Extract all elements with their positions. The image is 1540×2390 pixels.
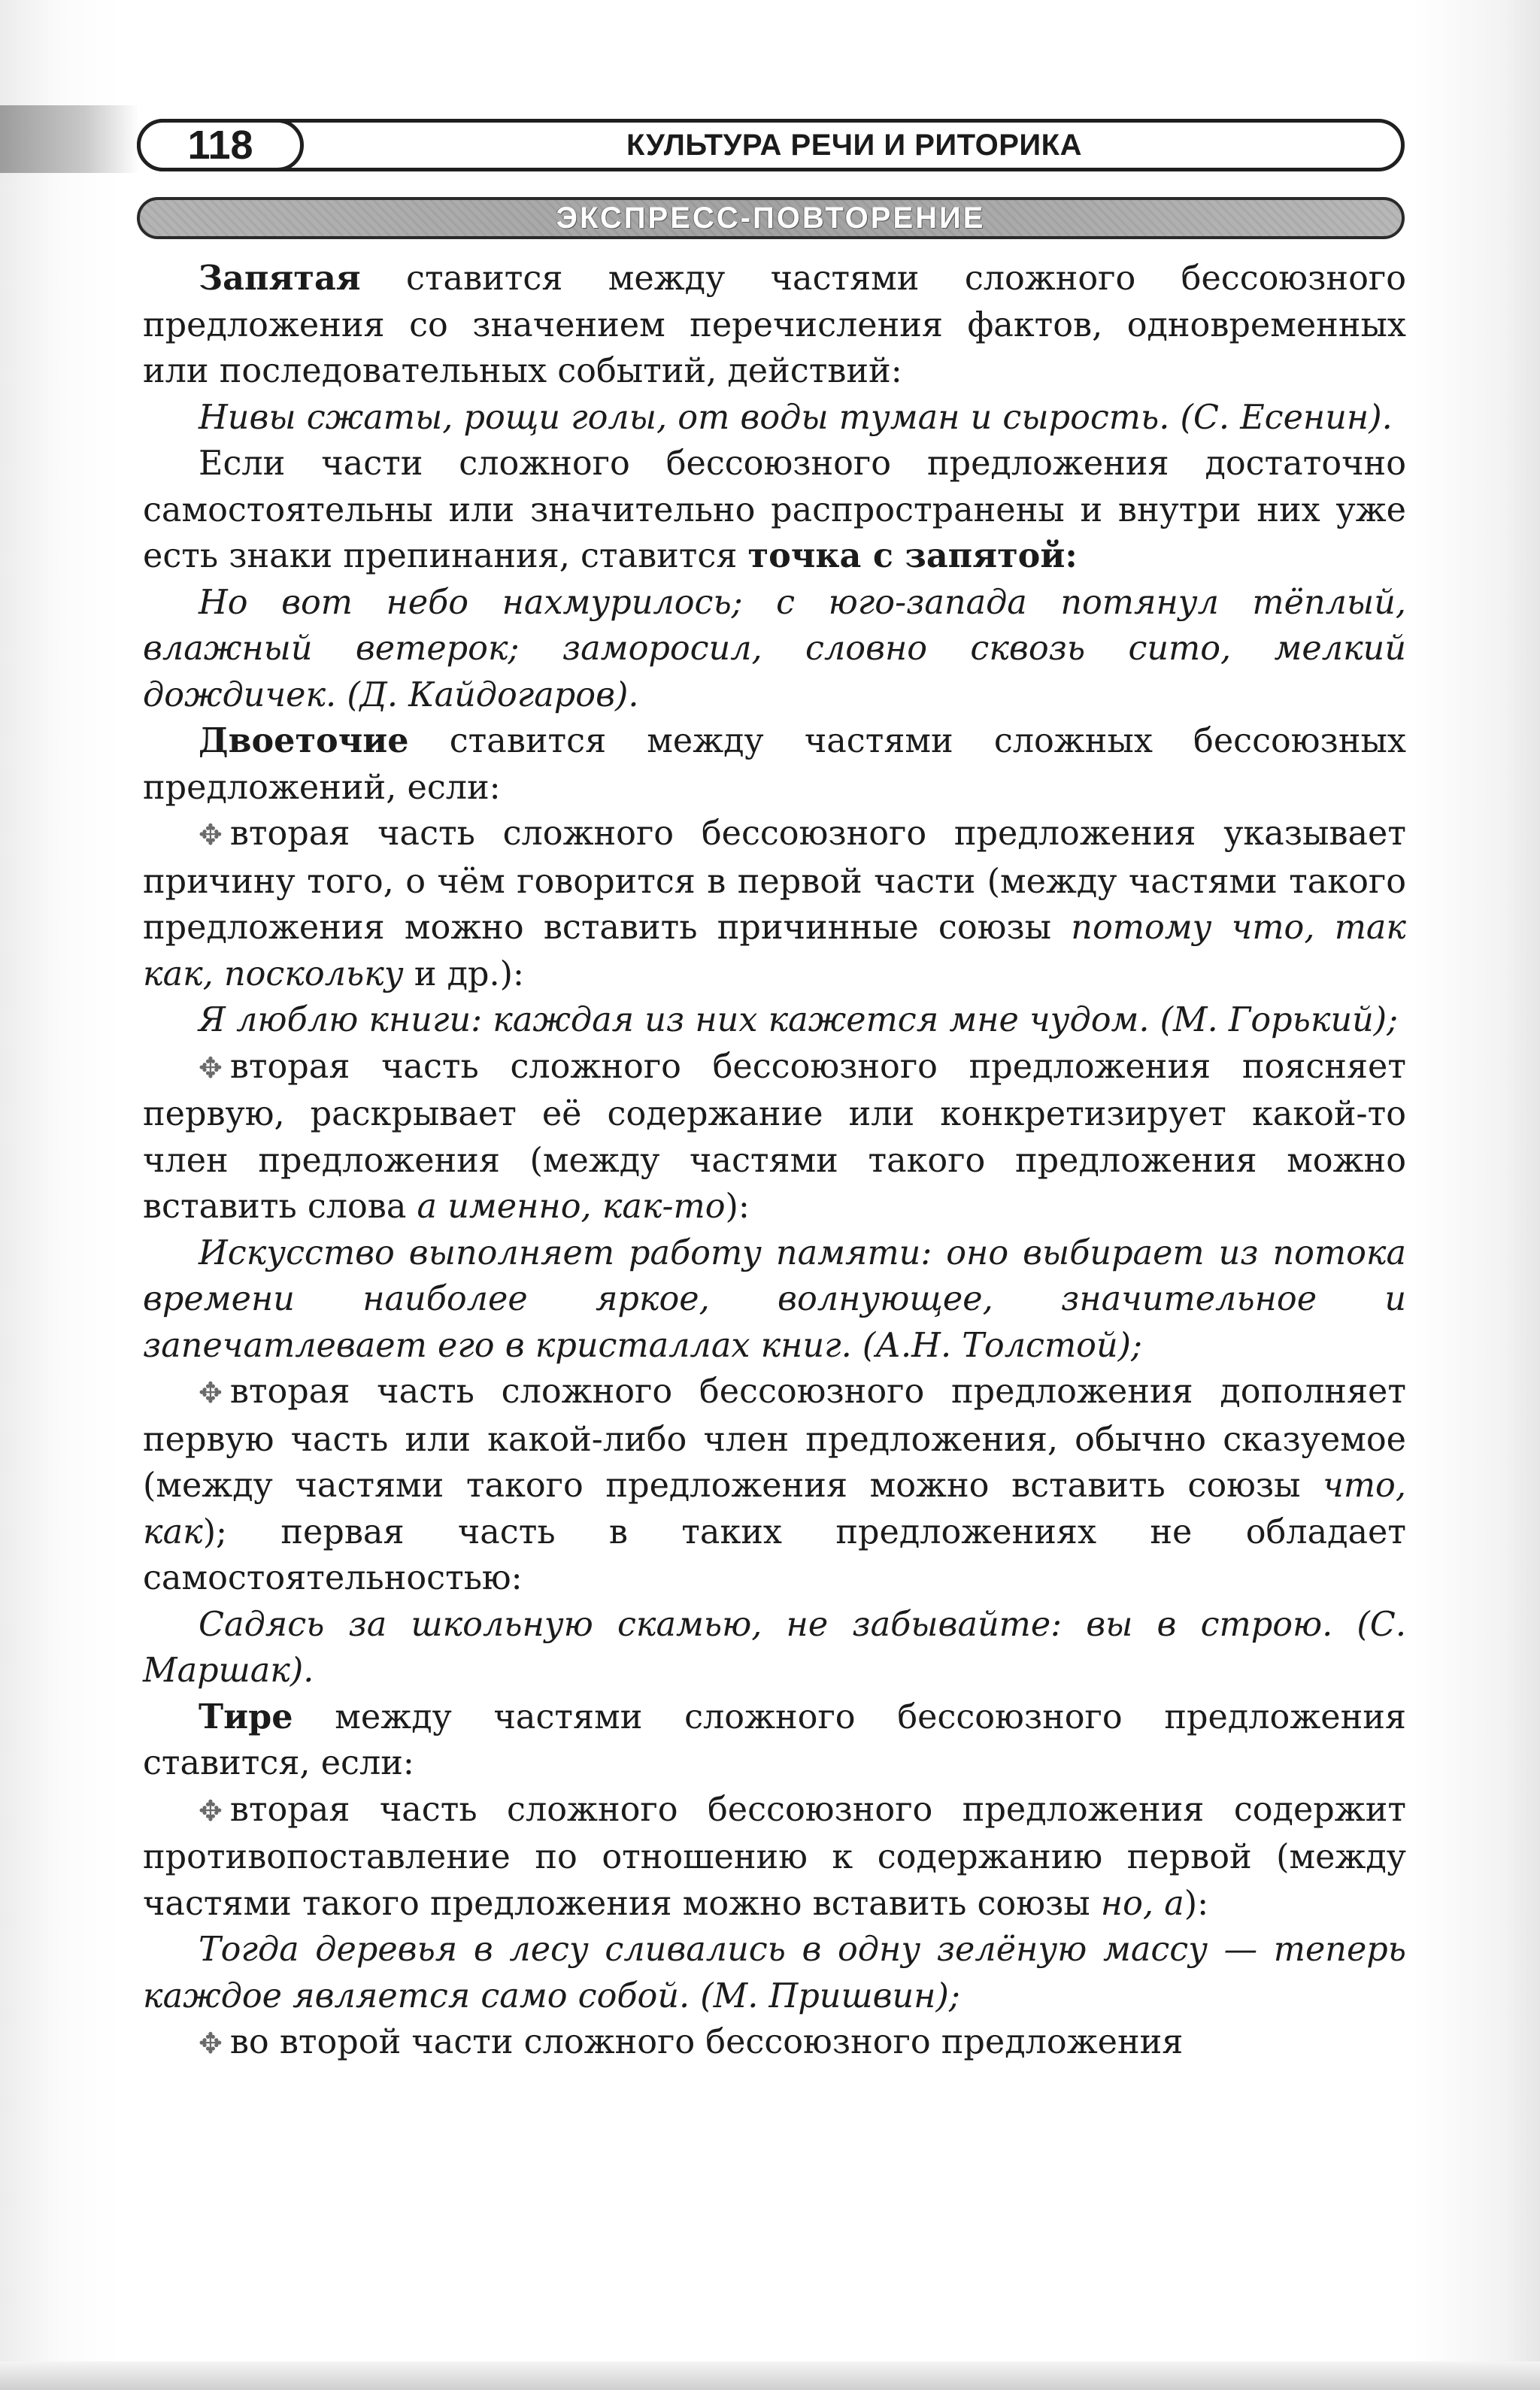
bullet-icon: ✥: [199, 818, 223, 851]
list-item-text: вторая часть сложного бессоюзного предложения поясняет первую, раскрывает её содержание или конкретизирует какой-то член предложения (между частями такого предложения можно вставить слова: [143, 1047, 1406, 1226]
paragraph-semicolon-rule: [143, 441, 1406, 580]
list-item-conjunctions: что, как: [143, 1466, 1406, 1551]
list-item-conjunctions: потому что, так как, поскольку: [143, 908, 1407, 993]
list-item-conjunctions: но, а: [1100, 1884, 1184, 1923]
example-tolstoy: Искусство выполняет работу памяти: оно выбирает из потока времени наиболее яркое, волнующее, значительное и запечатлевает его в кристаллах книг. (А.Н. Толстой);: [143, 1233, 1406, 1365]
list-item-cause: [143, 811, 1406, 997]
paragraph-text: ставится между частями сложного бессоюзного предложения со значением перечисления фактов, одновременных или последовательных событий, действий:: [143, 259, 1406, 390]
page-number: 118: [137, 119, 304, 171]
term-comma: Запятая: [199, 259, 361, 298]
book-title: КУЛЬТУРА РЕЧИ И РИТОРИКА: [626, 128, 1082, 162]
bullet-icon: ✥: [199, 2027, 223, 2060]
term-dash: Тире: [199, 1697, 293, 1736]
list-item-text-end: ):: [725, 1187, 750, 1226]
list-item-text-end: ):: [1184, 1884, 1209, 1923]
list-item-text-end: ); первая часть в таких предложениях не обладает самостоятельностью:: [143, 1512, 1406, 1597]
example-marshak: Садясь за школьную скамью, не забывайте: вы в строю. (С. Маршак).: [143, 1605, 1406, 1690]
list-item-conjunctions: а именно, как-то: [417, 1187, 726, 1226]
list-item-explanation: [143, 1044, 1406, 1230]
page-body: [143, 256, 1406, 2067]
scan-shadow: [0, 105, 139, 173]
list-item-text: во второй части сложного бессоюзного предложения: [229, 2023, 1184, 2061]
paragraph-text: Если части сложного бессоюзного предложения достаточно самостоятельны или значительно распространены и внутри них уже есть знаки препинания, ставится: [143, 444, 1406, 575]
example-prishvin: Тогда деревья в лесу сливались в одну зелёную массу — теперь каждое является само собой. (М. Пришвин);: [143, 1931, 1406, 2015]
paragraph-colon-rule: [143, 718, 1406, 811]
term-semicolon: точка с запятой:: [747, 536, 1078, 575]
paragraph-text: ставится между частями сложных бессоюзных предложений, если:: [143, 722, 1406, 807]
bullet-icon: ✥: [199, 1051, 223, 1084]
list-item-complement: [143, 1369, 1406, 1602]
paragraph-dash-rule: [143, 1694, 1406, 1787]
list-item-contrast: [143, 1787, 1406, 1927]
paragraph-comma-rule: [143, 256, 1406, 395]
term-colon: Двоеточие: [199, 721, 409, 760]
paragraph-text: между частями сложного бессоюзного предложения ставится, если:: [143, 1697, 1406, 1782]
list-item-text: вторая часть сложного бессоюзного предложения указывает причину того, о чём говорится в первой части (между частями такого предложения можно вставить причинные союзы: [143, 814, 1406, 947]
list-item-second-part: [143, 2019, 1406, 2067]
bullet-icon: ✥: [199, 1376, 223, 1409]
bullet-icon: ✥: [199, 1794, 223, 1827]
example-gorky: Я люблю книги: каждая из них кажется мне чудом. (М. Горький);: [199, 1001, 1399, 1039]
example-kaidogarov: Но вот небо нахмурилось; с юго-запада потянул тёплый, влажный ветерок; заморосил, словно сквозь сито, мелкий дождичек. (Д. Кайдогаров).: [143, 583, 1406, 714]
section-title: ЭКСПРЕСС-ПОВТОРЕНИЕ: [137, 197, 1405, 239]
list-item-text-end: и др.):: [403, 954, 525, 993]
list-item-text: вторая часть сложного бессоюзного предложения дополняет первую часть или какой-либо член предложения, обычно сказуемое (между частями такого предложения можно вставить союзы: [143, 1372, 1406, 1505]
list-item-text: вторая часть сложного бессоюзного предложения содержит противопоставление по отношению к содержанию первой (между частями такого предложения можно вставить союзы: [143, 1790, 1406, 1923]
example-esenin: Нивы сжаты, рощи голы, от воды туман и сырость. (С. Есенин).: [199, 398, 1393, 437]
page-bottom-edge: [0, 2361, 1540, 2390]
